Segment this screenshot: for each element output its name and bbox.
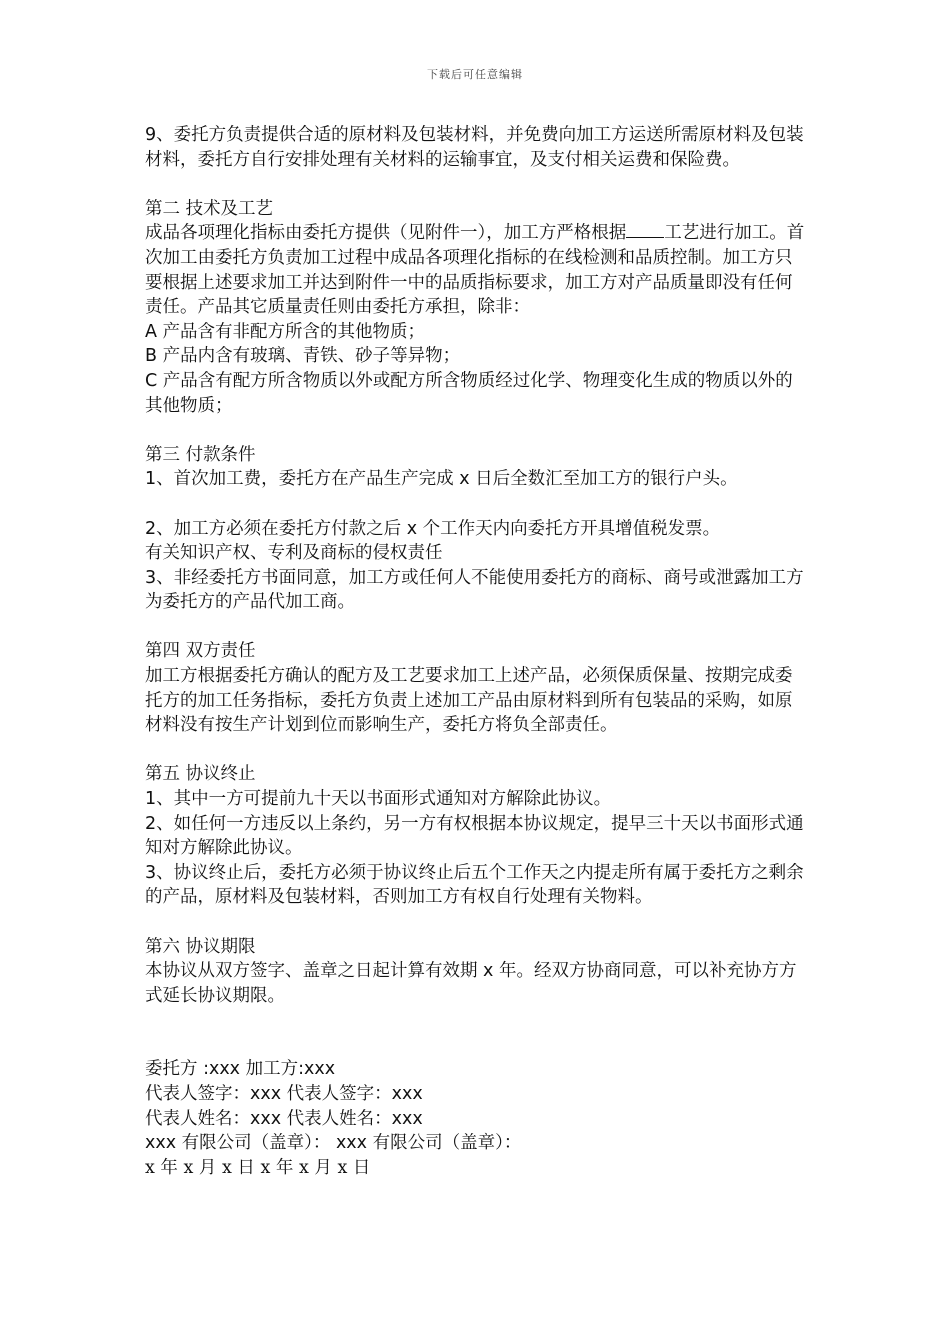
section-4-title: 第四 双方责任 [145,641,256,662]
section-5-title: 第五 协议终止 [145,764,256,785]
spacer [145,492,805,517]
section-3-item-2: 2、加工方必须在委托方付款之后 x 个工作天内向委托方开具增值税发票。 [145,518,721,539]
section-2-item-b: B 产品内含有玻璃、青铁、砂子等异物； [145,346,461,367]
signature-parties: 委托方 :xxx 加工方:xxx [145,1059,336,1080]
section-3-title: 第三 付款条件 [145,444,256,465]
spacer [145,910,805,935]
spacer [145,418,805,443]
signature-date: x 年 x 月 x 日 x 年 x 月 x 日 [145,1157,371,1178]
section-2-intro-part2: 工艺进行加工。首次加工由委托方负责加工过程中成品各项理化指标的在线检测和品质控制。加工方只要根据上述要求加工并达到附件一中的品质指标要求，加工方对产品质量即没有任何责任。产品其它质量责任则由委托方承担，除非： [145,223,805,318]
signature-rep-sign: 代表人签字：xxx 代表人签字：xxx [145,1083,423,1104]
section-3-item-1: 1、首次加工费，委托方在产品生产完成 x 日后全数汇至加工方的银行户头。 [145,469,738,490]
spacer [145,172,805,197]
section-2-item-a: A 产品含有非配方所含的其他物质； [145,321,426,342]
signature-company: xxx 有限公司（盖章）： xxx 有限公司（盖章）： [145,1133,522,1154]
spacer [145,738,805,763]
section-2-intro [145,221,805,319]
section-5-item-1: 1、其中一方可提前九十天以书面形式通知对方解除此协议。 [145,789,612,810]
fill-in-blank [626,221,664,238]
page-header: 下载后可任意编辑 [427,68,523,81]
section-5-item-2: 2、如任何一方违反以上条约，另一方有权根据本协议规定，提早三十天以书面形式通知对方解除此协议。 [145,813,804,859]
section-3-ip-title: 有关知识产权、专利及商标的侵权责任 [145,543,443,564]
section-6-title: 第六 协议期限 [145,936,256,957]
section-6-body: 本协议从双方签字、盖章之日起计算有效期 x 年。经双方协商同意，可以补充协方方式延长协议期限。 [145,961,797,1006]
document-body [145,123,805,1180]
section-4-body: 加工方根据委托方确认的配方及工艺要求加工上述产品，必须保质保量、按期完成委托方的加工任务指标，委托方负责上述加工产品由原材料到所有包装品的采购，如原材料没有按生产计划到位而影响生产，委托方将负全部责任。 [145,666,793,736]
spacer [145,615,805,640]
spacer [145,1008,805,1057]
section-2-item-c: C 产品含有配方所含物质以外或配方所含物质经过化学、物理变化生成的物质以外的其他物质； [145,370,793,416]
clause-9: 9、委托方负责提供合适的原材料及包装材料，并免费向加工方运送所需原材料及包装材料，委托方自行安排处理有关材料的运输事宜，及支付相关运费和保险费。 [145,125,804,170]
section-5-item-3: 3、协议终止后，委托方必须于协议终止后五个工作天之内提走所有属于委托方之剩余的产品，原材料及包装材料，否则加工方有权自行处理有关物料。 [145,862,804,908]
section-2-title: 第二 技术及工艺 [145,198,274,219]
signature-rep-name: 代表人姓名：xxx 代表人姓名：xxx [145,1108,423,1129]
section-3-item-3: 3、非经委托方书面同意，加工方或任何人不能使用委托方的商标、商号或泄露加工方为委托方的产品代加工商。 [145,567,804,613]
section-2-intro-part1: 成品各项理化指标由委托方提供（见附件一），加工方严格根据 [145,223,627,244]
